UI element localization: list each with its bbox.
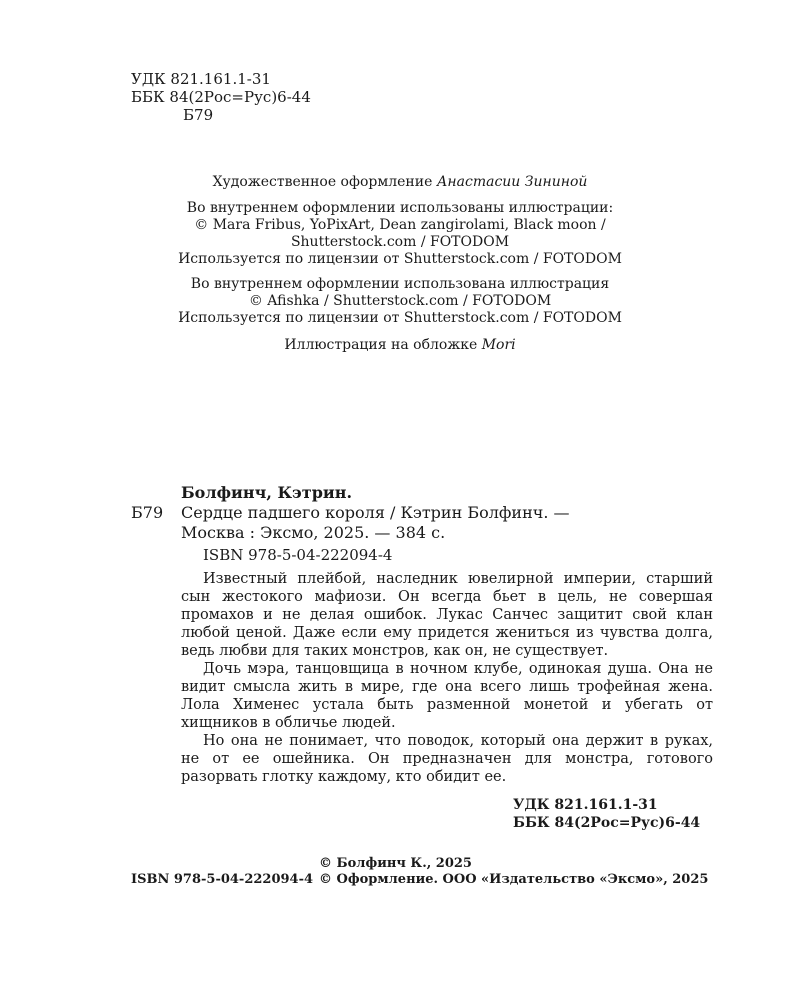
design-credit-prefix: Художественное оформление	[212, 174, 437, 190]
udk-code-bottom: УДК 821.161.1-31	[513, 797, 658, 813]
cover-credit	[0, 337, 800, 354]
bibliographic-record	[181, 503, 713, 543]
bbk-code: ББК 84(2Рос=Рус)6-44	[131, 88, 311, 106]
book-author: Болфинч, Кэтрин.	[181, 483, 353, 502]
copyright-block	[131, 856, 711, 888]
credit-line: Используется по лицензии от Shutterstock.com / FOTODOM	[178, 310, 622, 326]
cover-credit-prefix: Иллюстрация на обложке	[284, 337, 482, 353]
author-mark: Б79	[183, 106, 214, 124]
design-credit	[0, 174, 800, 191]
book-code: Б79	[131, 503, 164, 522]
designer-name: Анастасии Зининой	[436, 174, 588, 190]
credit-line: Используется по лицензии от Shutterstock.com / FOTODOM	[178, 251, 622, 267]
author-copyright: © Болфинч К., 2025	[319, 856, 472, 871]
annotation-paragraph: Дочь мэра, танцовщица в ночном клубе, одинокая душа. Она не видит смысла жить в мире, где она всего лишь трофейная жена. Лола Хименес устала быть разменной монетой и убегать от хищников в обличье людей.	[181, 661, 713, 731]
credit-line: Во внутреннем оформлении использована иллюстрация	[190, 276, 610, 292]
annotation-paragraph: Но она не понимает, что поводок, который она держит в руках, не от ее ошейника. Он предназначен для монстра, готового разорвать глотку каждому, кто обидит ее.	[181, 733, 713, 785]
credit-line: © Mara Fribus, YoPixArt, Dean zangirolami, Black moon /	[194, 217, 606, 233]
annotation	[181, 570, 713, 786]
illustration-credits-2	[0, 276, 800, 327]
credit-line: Shutterstock.com / FOTODOM	[290, 234, 510, 250]
cover-artist-name: Mori	[481, 337, 516, 353]
isbn: ISBN 978-5-04-222094-4	[203, 546, 393, 564]
illustration-credits-1	[0, 200, 800, 268]
annotation-paragraph: Известный плейбой, наследник ювелирной империи, старший сын жестокого мафиози. Он всегда бьет в цель, не совершая промахов и не делая ошибок. Лукас Санчес защитит свой клан любой ценой. Даже если ему придется жениться из чувства долга, ведь любви для таких монстров, как он, не существует.	[181, 571, 713, 659]
title-line-2: Москва : Эксмо, 2025. — 384 с.	[181, 523, 446, 542]
credit-line: Во внутреннем оформлении использованы иллюстрации:	[186, 200, 614, 216]
catalog-codes-bottom	[513, 796, 700, 832]
credit-line: © Afishka / Shutterstock.com / FOTODOM	[248, 293, 552, 309]
bbk-code-bottom: ББК 84(2Рос=Рус)6-44	[513, 815, 701, 831]
udk-code: УДК 821.161.1-31	[131, 70, 271, 88]
design-copyright: © Оформление. ООО «Издательство «Эксмо», 2025	[319, 872, 709, 887]
title-line-1: Сердце падшего короля / Кэтрин Болфинч. —	[181, 503, 570, 522]
isbn-bottom: ISBN 978-5-04-222094-4	[131, 872, 314, 887]
catalog-codes	[131, 70, 311, 124]
